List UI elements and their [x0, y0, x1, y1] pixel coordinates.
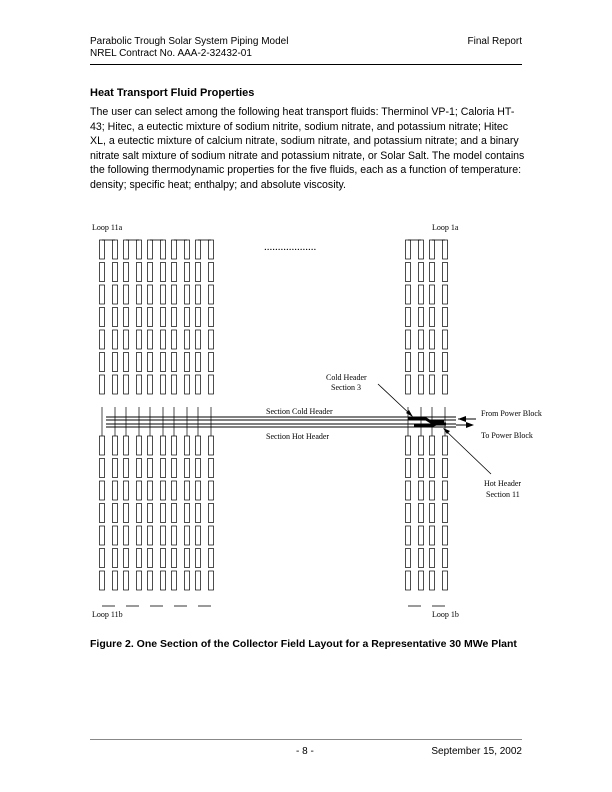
- collector-module: [209, 459, 214, 478]
- collector-module: [161, 436, 166, 455]
- collector-module: [419, 263, 424, 282]
- collector-module: [124, 263, 129, 282]
- header-title: Parabolic Trough Solar System Piping Model: [90, 36, 289, 47]
- collector-module: [161, 459, 166, 478]
- collector-module: [196, 459, 201, 478]
- collector-module: [124, 308, 129, 327]
- collector-module: [148, 240, 153, 259]
- collector-module: [196, 481, 201, 500]
- collector-module: [185, 263, 190, 282]
- collector-module: [148, 526, 153, 545]
- collector-module: [185, 240, 190, 259]
- collector-module: [209, 549, 214, 568]
- collector-module: [443, 549, 448, 568]
- collector-module: [430, 330, 435, 349]
- collector-module: [430, 549, 435, 568]
- collector-module: [161, 330, 166, 349]
- collector-module: [100, 571, 105, 590]
- collector-module: [124, 375, 129, 394]
- collector-module: [148, 375, 153, 394]
- collector-module: [172, 353, 177, 372]
- collector-module: [113, 526, 118, 545]
- collector-module: [196, 285, 201, 304]
- collector-module: [443, 504, 448, 523]
- collector-module: [185, 375, 190, 394]
- collector-module: [443, 263, 448, 282]
- collector-module: [137, 285, 142, 304]
- collector-module: [124, 571, 129, 590]
- collector-module: [430, 240, 435, 259]
- body-paragraph: The user can select among the following heat transport fluids: Therminol VP-1; Caloria HT-43; Hitec, a eutectic mixture of sodium nitrite, sodium nitrate, and potassium nitrate; Hitec XL, a eutectic mixture of calcium nitrate, sodium nitrate, and potassium nitrate; and a binary nitrate salt mixture of sodium nitrate and potassium nitrate, or Solar Salt. The model contains the following thermodynamic properties for the five fluids, each as a function of temperature: density; specific heat; enthalpy; and absolute viscosity.: [90, 106, 525, 191]
- from-power-block-label: From Power Block: [481, 409, 542, 418]
- collector-module: [209, 308, 214, 327]
- collector-module: [443, 459, 448, 478]
- collector-module: [406, 285, 411, 304]
- collector-module: [196, 571, 201, 590]
- collector-module: [100, 308, 105, 327]
- collector-module: [100, 240, 105, 259]
- collector-module: [148, 285, 153, 304]
- page-header: [90, 36, 522, 65]
- collector-module: [443, 330, 448, 349]
- collector-module: [443, 375, 448, 394]
- collector-module: [113, 263, 118, 282]
- collector-module: [172, 549, 177, 568]
- figure-caption: Figure 2. One Section of the Collector Field Layout for a Representative 30 MWe Plant: [90, 638, 517, 650]
- collector-module: [161, 571, 166, 590]
- collector-module: [161, 549, 166, 568]
- collector-module: [430, 353, 435, 372]
- collector-module: [196, 330, 201, 349]
- collector-module: [196, 436, 201, 455]
- collector-module: [185, 481, 190, 500]
- collector-module: [148, 436, 153, 455]
- collector-module: [406, 308, 411, 327]
- collector-module: [196, 526, 201, 545]
- collector-module: [113, 481, 118, 500]
- collector-module: [443, 240, 448, 259]
- collector-module: [196, 549, 201, 568]
- collector-field-diagram: [86, 216, 556, 626]
- collector-module: [172, 571, 177, 590]
- hot-header-section-11-label-line2: Section 11: [486, 490, 520, 499]
- hot-header-leader-arrowhead: [443, 428, 450, 434]
- collector-module: [113, 330, 118, 349]
- collector-module: [209, 481, 214, 500]
- collector-module: [100, 330, 105, 349]
- collector-module: [172, 240, 177, 259]
- collector-module: [430, 375, 435, 394]
- loop-1a-label: Loop 1a: [432, 223, 459, 232]
- collector-module: [100, 504, 105, 523]
- header-contract: NREL Contract No. AAA-2-32432-01: [90, 48, 252, 59]
- collector-field-figure: [86, 216, 556, 626]
- cold-header-section-3-highlight: [408, 419, 444, 422]
- collector-module: [172, 285, 177, 304]
- collector-module: [406, 240, 411, 259]
- collector-module: [196, 353, 201, 372]
- collector-module: [137, 526, 142, 545]
- collector-module: [185, 308, 190, 327]
- collector-module: [196, 308, 201, 327]
- collector-module: [196, 240, 201, 259]
- collector-module: [161, 481, 166, 500]
- to-power-block-arrowhead: [466, 422, 474, 428]
- collector-module: [148, 481, 153, 500]
- collector-module: [113, 571, 118, 590]
- collector-module: [100, 375, 105, 394]
- collector-module: [137, 353, 142, 372]
- collector-module: [100, 436, 105, 455]
- collector-module: [137, 375, 142, 394]
- collector-module: [137, 504, 142, 523]
- collector-module: [148, 330, 153, 349]
- collector-module: [113, 375, 118, 394]
- collector-module: [137, 308, 142, 327]
- collector-module: [406, 481, 411, 500]
- collector-module: [209, 375, 214, 394]
- collector-module: [113, 549, 118, 568]
- page-footer: [90, 739, 522, 760]
- collector-module: [406, 504, 411, 523]
- collector-module: [406, 375, 411, 394]
- section-heading: Heat Transport Fluid Properties: [90, 87, 255, 99]
- collector-module: [172, 481, 177, 500]
- collector-module: [148, 571, 153, 590]
- collector-module: [185, 285, 190, 304]
- collector-module: [419, 375, 424, 394]
- collector-module: [172, 308, 177, 327]
- collector-module: [443, 308, 448, 327]
- collector-module: [161, 526, 166, 545]
- collector-module: [137, 436, 142, 455]
- collector-module: [172, 504, 177, 523]
- collector-module: [185, 436, 190, 455]
- collector-module: [148, 549, 153, 568]
- collector-module: [185, 526, 190, 545]
- section-cold-header-label: Section Cold Header: [266, 407, 333, 416]
- figure-labels: [92, 223, 542, 619]
- to-power-block-label: To Power Block: [481, 431, 533, 440]
- collector-module: [148, 353, 153, 372]
- header-left: [90, 36, 288, 60]
- collector-module: [148, 459, 153, 478]
- collector-module: [430, 526, 435, 545]
- collector-module: [137, 549, 142, 568]
- collector-module: [113, 459, 118, 478]
- collector-module: [113, 353, 118, 372]
- page-number: - 8 -: [296, 746, 314, 757]
- collector-module: [209, 571, 214, 590]
- collector-module: [185, 571, 190, 590]
- collector-module: [137, 481, 142, 500]
- from-power-block-arrowhead: [458, 416, 466, 422]
- collector-module: [406, 459, 411, 478]
- collector-module: [443, 353, 448, 372]
- collector-module: [172, 459, 177, 478]
- collector-module: [443, 571, 448, 590]
- collector-module: [419, 526, 424, 545]
- collector-module: [209, 504, 214, 523]
- collector-module: [419, 481, 424, 500]
- collector-module: [137, 571, 142, 590]
- collector-module: [124, 436, 129, 455]
- collector-module: [430, 504, 435, 523]
- collector-module: [137, 459, 142, 478]
- collector-module: [430, 459, 435, 478]
- collector-module: [172, 263, 177, 282]
- footer-date: September 15, 2002: [431, 746, 522, 757]
- collector-module: [137, 330, 142, 349]
- collector-module: [443, 285, 448, 304]
- collector-module: [443, 526, 448, 545]
- loop-11b-label: Loop 11b: [92, 610, 123, 619]
- collector-module: [124, 481, 129, 500]
- collector-module: [124, 285, 129, 304]
- collector-module: [185, 459, 190, 478]
- collector-module: [161, 285, 166, 304]
- collector-module: [124, 330, 129, 349]
- collector-module: [185, 330, 190, 349]
- collector-module: [100, 526, 105, 545]
- loops-layer: [100, 240, 448, 606]
- collector-module: [209, 285, 214, 304]
- collector-module: [113, 308, 118, 327]
- collector-module: [124, 353, 129, 372]
- collector-module: [419, 571, 424, 590]
- collector-module: [100, 353, 105, 372]
- collector-module: [100, 263, 105, 282]
- collector-module: [430, 571, 435, 590]
- collector-module: [196, 375, 201, 394]
- hot-header-section-11-label-line1: Hot Header: [484, 479, 522, 488]
- collector-module: [124, 549, 129, 568]
- collector-module: [100, 549, 105, 568]
- collector-module: [443, 481, 448, 500]
- collector-module: [430, 263, 435, 282]
- collector-module: [419, 504, 424, 523]
- collector-module: [209, 526, 214, 545]
- collector-module: [124, 459, 129, 478]
- collector-module: [172, 375, 177, 394]
- collector-module: [113, 240, 118, 259]
- collector-module: [137, 240, 142, 259]
- collector-module: [209, 240, 214, 259]
- loop-11a-label: Loop 11a: [92, 223, 123, 232]
- collector-module: [124, 526, 129, 545]
- collector-module: [161, 504, 166, 523]
- collector-module: [419, 240, 424, 259]
- collector-module: [406, 526, 411, 545]
- collector-module: [100, 459, 105, 478]
- collector-module: [172, 436, 177, 455]
- collector-module: [419, 353, 424, 372]
- collector-module: [113, 285, 118, 304]
- collector-module: [161, 353, 166, 372]
- collector-module: [124, 240, 129, 259]
- collector-module: [406, 330, 411, 349]
- cold-header-section-3-label-line1: Cold Header: [326, 373, 367, 382]
- collector-module: [406, 436, 411, 455]
- collector-module: [419, 459, 424, 478]
- collector-module: [172, 526, 177, 545]
- collector-module: [209, 330, 214, 349]
- collector-module: [100, 285, 105, 304]
- collector-module: [161, 375, 166, 394]
- collector-module: [430, 308, 435, 327]
- collector-module: [430, 436, 435, 455]
- collector-module: [124, 504, 129, 523]
- collector-module: [161, 263, 166, 282]
- collector-module: [406, 571, 411, 590]
- cold-header-section-3-label-line2: Section 3: [331, 383, 361, 392]
- collector-module: [419, 308, 424, 327]
- header-report-type: Final Report: [467, 36, 522, 47]
- collector-module: [148, 308, 153, 327]
- collector-module: [419, 549, 424, 568]
- collector-module: [148, 504, 153, 523]
- collector-module: [430, 285, 435, 304]
- loop-1b-label: Loop 1b: [432, 610, 459, 619]
- ellipsis-label: ...................: [264, 241, 317, 253]
- collector-module: [419, 436, 424, 455]
- collector-module: [406, 263, 411, 282]
- collector-module: [185, 504, 190, 523]
- collector-module: [419, 285, 424, 304]
- collector-module: [185, 549, 190, 568]
- collector-module: [209, 263, 214, 282]
- collector-module: [406, 549, 411, 568]
- collector-module: [406, 353, 411, 372]
- collector-module: [100, 481, 105, 500]
- collector-module: [196, 504, 201, 523]
- collector-module: [161, 240, 166, 259]
- collector-module: [196, 263, 201, 282]
- collector-module: [443, 436, 448, 455]
- collector-module: [430, 481, 435, 500]
- collector-module: [172, 330, 177, 349]
- collector-module: [148, 263, 153, 282]
- collector-module: [185, 353, 190, 372]
- body-text: [90, 105, 526, 192]
- collector-module: [209, 436, 214, 455]
- collector-module: [209, 353, 214, 372]
- collector-module: [113, 436, 118, 455]
- collector-module: [113, 504, 118, 523]
- section-hot-header-label: Section Hot Header: [266, 432, 330, 441]
- collector-module: [419, 330, 424, 349]
- collector-module: [137, 263, 142, 282]
- collector-module: [161, 308, 166, 327]
